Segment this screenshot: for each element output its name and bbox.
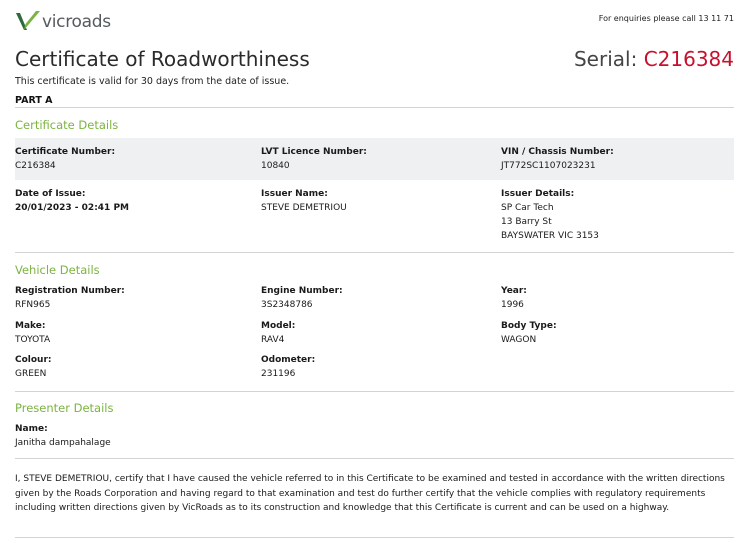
field-label: LVT Licence Number:	[261, 147, 367, 157]
vin-field	[501, 145, 614, 173]
field-label: VIN / Chassis Number:	[501, 147, 614, 157]
presenter-details-heading: Presenter Details	[15, 401, 114, 415]
registration-number-field	[15, 284, 125, 312]
model-field	[261, 319, 295, 347]
certificate-details-heading: Certificate Details	[15, 118, 119, 132]
field-value: 3S2348786	[261, 300, 313, 310]
logo-text: vicroads	[42, 12, 111, 32]
page-title: Certificate of Roadworthiness	[15, 47, 310, 71]
presenter-name-field	[15, 422, 111, 450]
serial-display	[574, 47, 734, 71]
field-value: WAGON	[501, 335, 537, 345]
field-value: RAV4	[261, 335, 285, 345]
divider	[15, 537, 734, 538]
issuer-address: SP Car Tech 13 Barry St BAYSWATER VIC 3153	[501, 203, 599, 241]
field-label: Issuer Details:	[501, 189, 575, 199]
field-label: Date of Issue:	[15, 189, 86, 199]
engine-number-field	[261, 284, 343, 312]
divider	[15, 458, 734, 459]
field-label: Model:	[261, 321, 296, 331]
field-value: RFN965	[15, 300, 51, 310]
field-label: Name:	[15, 424, 48, 434]
field-value: 20/01/2023 - 02:41 PM	[15, 203, 130, 213]
field-value: 10840	[261, 161, 290, 171]
field-value: Janitha dampahalage	[15, 438, 111, 448]
vicroads-logo	[15, 10, 111, 32]
body-type-field	[501, 319, 557, 347]
divider	[15, 252, 734, 253]
divider	[15, 107, 734, 108]
field-value: JT772SC1107023231	[501, 161, 596, 171]
colour-field	[15, 353, 52, 381]
field-value: C216384	[15, 161, 56, 171]
part-label: PART A	[15, 95, 53, 106]
field-label: Certificate Number:	[15, 147, 116, 157]
year-field	[501, 284, 527, 312]
validity-note: This certificate is valid for 30 days from the date of issue.	[15, 76, 290, 87]
field-value: 231196	[261, 369, 296, 379]
field-label: Odometer:	[261, 355, 316, 365]
issuer-details-field	[501, 187, 599, 243]
odometer-field	[261, 353, 315, 381]
field-label: Make:	[15, 321, 46, 331]
field-label: Registration Number:	[15, 286, 125, 296]
make-field	[15, 319, 50, 347]
field-label: Year:	[501, 286, 527, 296]
issuer-name-field	[261, 187, 347, 215]
field-label: Engine Number:	[261, 286, 343, 296]
lvt-licence-number-field	[261, 145, 367, 173]
serial-value: C216384	[643, 47, 734, 71]
enquiries-note: For enquiries please call 13 11 71	[598, 14, 734, 23]
field-label: Issuer Name:	[261, 189, 328, 199]
divider	[15, 391, 734, 392]
field-label: Colour:	[15, 355, 52, 365]
field-value: 1996	[501, 300, 524, 310]
field-label: Body Type:	[501, 321, 557, 331]
field-value: STEVE DEMETRIOU	[261, 203, 347, 213]
certificate-details-highlight	[15, 138, 734, 180]
serial-label: Serial:	[573, 47, 638, 71]
declaration-text: I, STEVE DEMETRIOU, certify that I have caused the vehicle referred to in this Certificate to be examined and tested in accordance with the written directions given by the Roads Corporation and having regard to that examination and test do further certify that the vehicle complies with regulatory requirements including written directions given by VicRoads as to its construction and knowledge that this Certificate is current and can be used on a highway.	[15, 474, 725, 513]
field-value: TOYOTA	[15, 335, 51, 345]
vehicle-details-heading: Vehicle Details	[15, 263, 100, 277]
date-of-issue-field	[15, 187, 129, 215]
vicroads-check-icon	[15, 10, 41, 32]
certificate-number-field	[15, 145, 115, 173]
field-value: GREEN	[15, 369, 47, 379]
